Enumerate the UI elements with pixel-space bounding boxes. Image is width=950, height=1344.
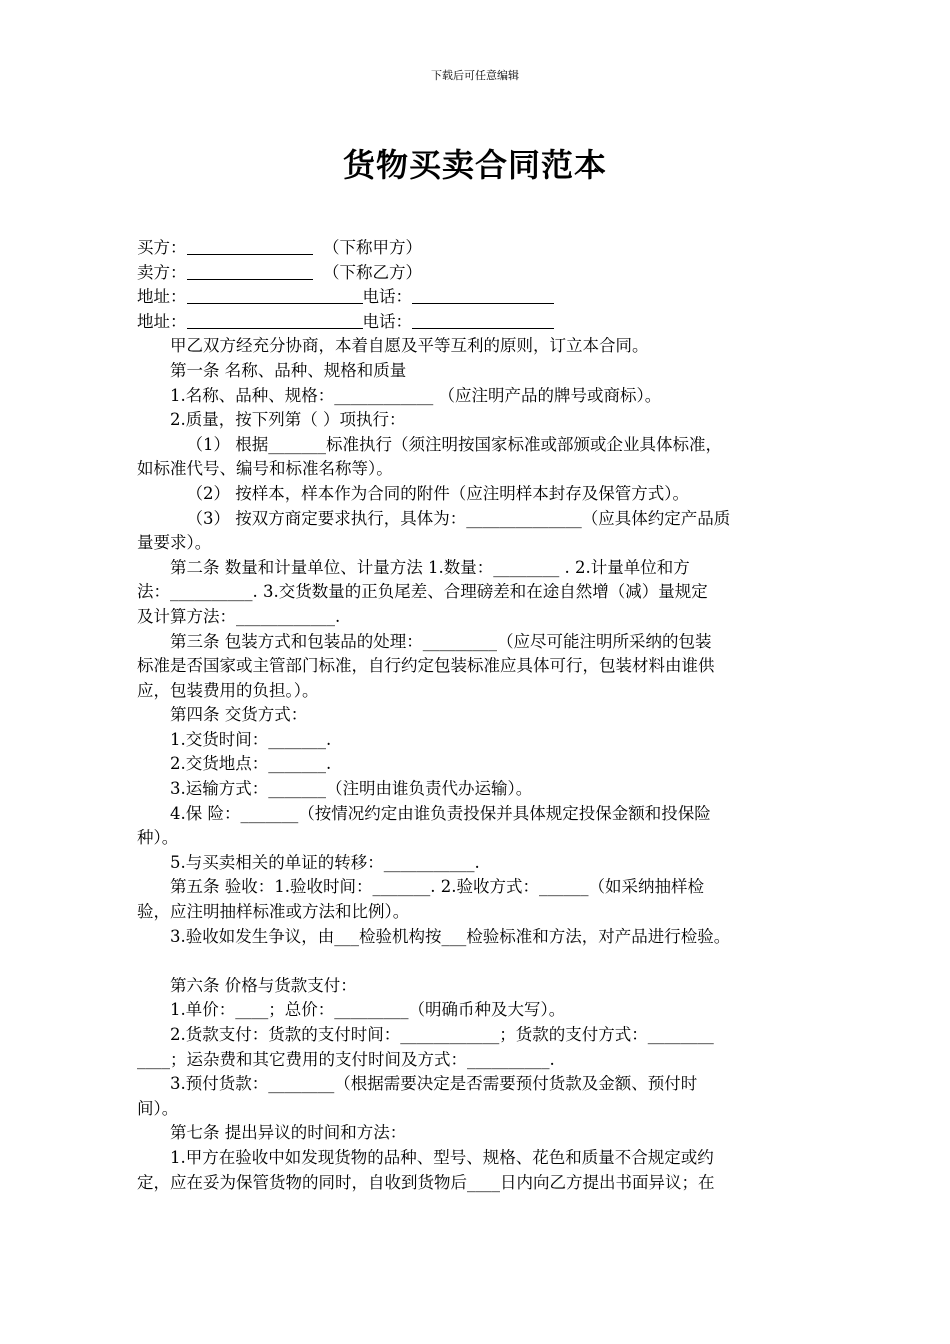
article-2-heading: 第二条 数量和计量单位、计量方法 1.数量：________ . 2.计量单位和方 [170, 557, 690, 577]
text-line: 定，应在妥为保管货物的同时，自收到货物后____日内向乙方提出书面异议；在 [137, 1172, 715, 1192]
buyer-label: 买方： [137, 238, 187, 257]
text-line: （2） 按样本，样本作为合同的附件（应注明样本封存及保管方式）。 [186, 483, 689, 503]
text-line: 3.运输方式：_______（注明由谁负责代办运输）。 [170, 779, 533, 799]
article-7-heading: 第七条 提出异议的时间和方法： [170, 1123, 407, 1143]
text-line: 2.质量，按下列第（ ）项执行： [170, 410, 406, 430]
text-line: 间）。 [137, 1098, 179, 1118]
text-line: 甲乙双方经充分协商，本着自愿及平等互利的原则，订立本合同。 [170, 336, 649, 356]
phone-blank [412, 287, 554, 304]
text-line: 法：__________. 3.交货数量的正负尾差、合理磅差和在途自然增（减）量规定 [137, 582, 708, 602]
address-label: 地址： [137, 311, 187, 331]
seller-line [137, 261, 817, 286]
article-4-heading: 第四条 交货方式： [170, 705, 308, 725]
text-line: （1） 根据_______标准执行（须注明按国家标准或部颁或企业具体标准， [186, 434, 722, 454]
text-line: 及计算方法：____________. [137, 606, 341, 626]
text-line: 如标准代号、编号和标准名称等）。 [137, 459, 393, 479]
article-6-heading: 第六条 价格与货款支付： [170, 975, 357, 995]
text-line: 2.交货地点：_______. [170, 754, 332, 774]
text-line: 1.名称、品种、规格：____________ （应注明产品的牌号或商标）。 [170, 385, 662, 405]
seller-label: 卖方： [137, 262, 187, 282]
text-line: （3） 按双方商定要求执行，具体为：______________（应具体约定产品质 [186, 508, 731, 528]
buyer-line [137, 236, 817, 261]
text-line: 验，应注明抽样标准或方法和比例）。 [137, 902, 410, 922]
text-line: 种）。 [137, 828, 179, 848]
text-line: 3.验收如发生争议，由___检验机构按___检验标准和方法，对产品进行检验。 [170, 926, 731, 946]
text-line: 标准是否国家或主管部门标准，自行约定包装标准应具体可行，包装材料由谁供 [137, 656, 715, 676]
text-line: 1.单价：____；总价：_________（明确币种及大写）。 [170, 1000, 566, 1020]
phone-blank [412, 312, 554, 329]
address-blank [187, 312, 363, 329]
text-line: 应，包装费用的负担。）。 [137, 680, 319, 700]
buyer-suffix: （下称甲方） [323, 238, 422, 257]
address-label: 地址： [137, 287, 187, 307]
phone-label: 电话： [362, 311, 412, 331]
seller-suffix: （下称乙方） [323, 262, 422, 282]
text-line: ____；运杂费和其它费用的支付时间及方式：__________. [137, 1049, 555, 1069]
document-title: 货物买卖合同范本 [342, 146, 607, 184]
seller-blank [187, 263, 313, 280]
address-blank [187, 287, 363, 304]
contract-body [137, 236, 817, 1195]
blank-line [137, 949, 817, 974]
header-note: 下载后可任意编辑 [431, 69, 519, 82]
address-line-1 [137, 285, 817, 310]
text-line: 2.货款支付：货款的支付时间：____________；货款的支付方式：________ [170, 1025, 714, 1044]
article-5-heading: 第五条 验收：1.验收时间：_______. 2.验收方式：______（如采纳抽样检 [170, 877, 704, 897]
text-line: 5.与买卖相关的单证的转移：___________. [170, 852, 480, 872]
buyer-blank [187, 238, 313, 255]
article-3-heading: 第三条 包装方式和包装品的处理：_________（应尽可能注明所采纳的包装 [170, 631, 712, 651]
text-line: 量要求）。 [137, 533, 212, 553]
phone-label: 电话： [362, 287, 412, 307]
article-1-heading: 第一条 名称、品种、规格和质量 [170, 360, 407, 380]
address-line-2 [137, 310, 817, 335]
text-line: 4.保 险：_______（按情况约定由谁负责投保并具体规定投保金额和投保险 [170, 803, 711, 823]
text-line: 1.交货时间：_______. [170, 729, 332, 749]
text-line: 3.预付货款：________（根据需要决定是否需要预付货款及金额、预付时 [170, 1074, 698, 1094]
text-line: 1.甲方在验收中如发现货物的品种、型号、规格、花色和质量不合规定或约 [170, 1147, 714, 1167]
